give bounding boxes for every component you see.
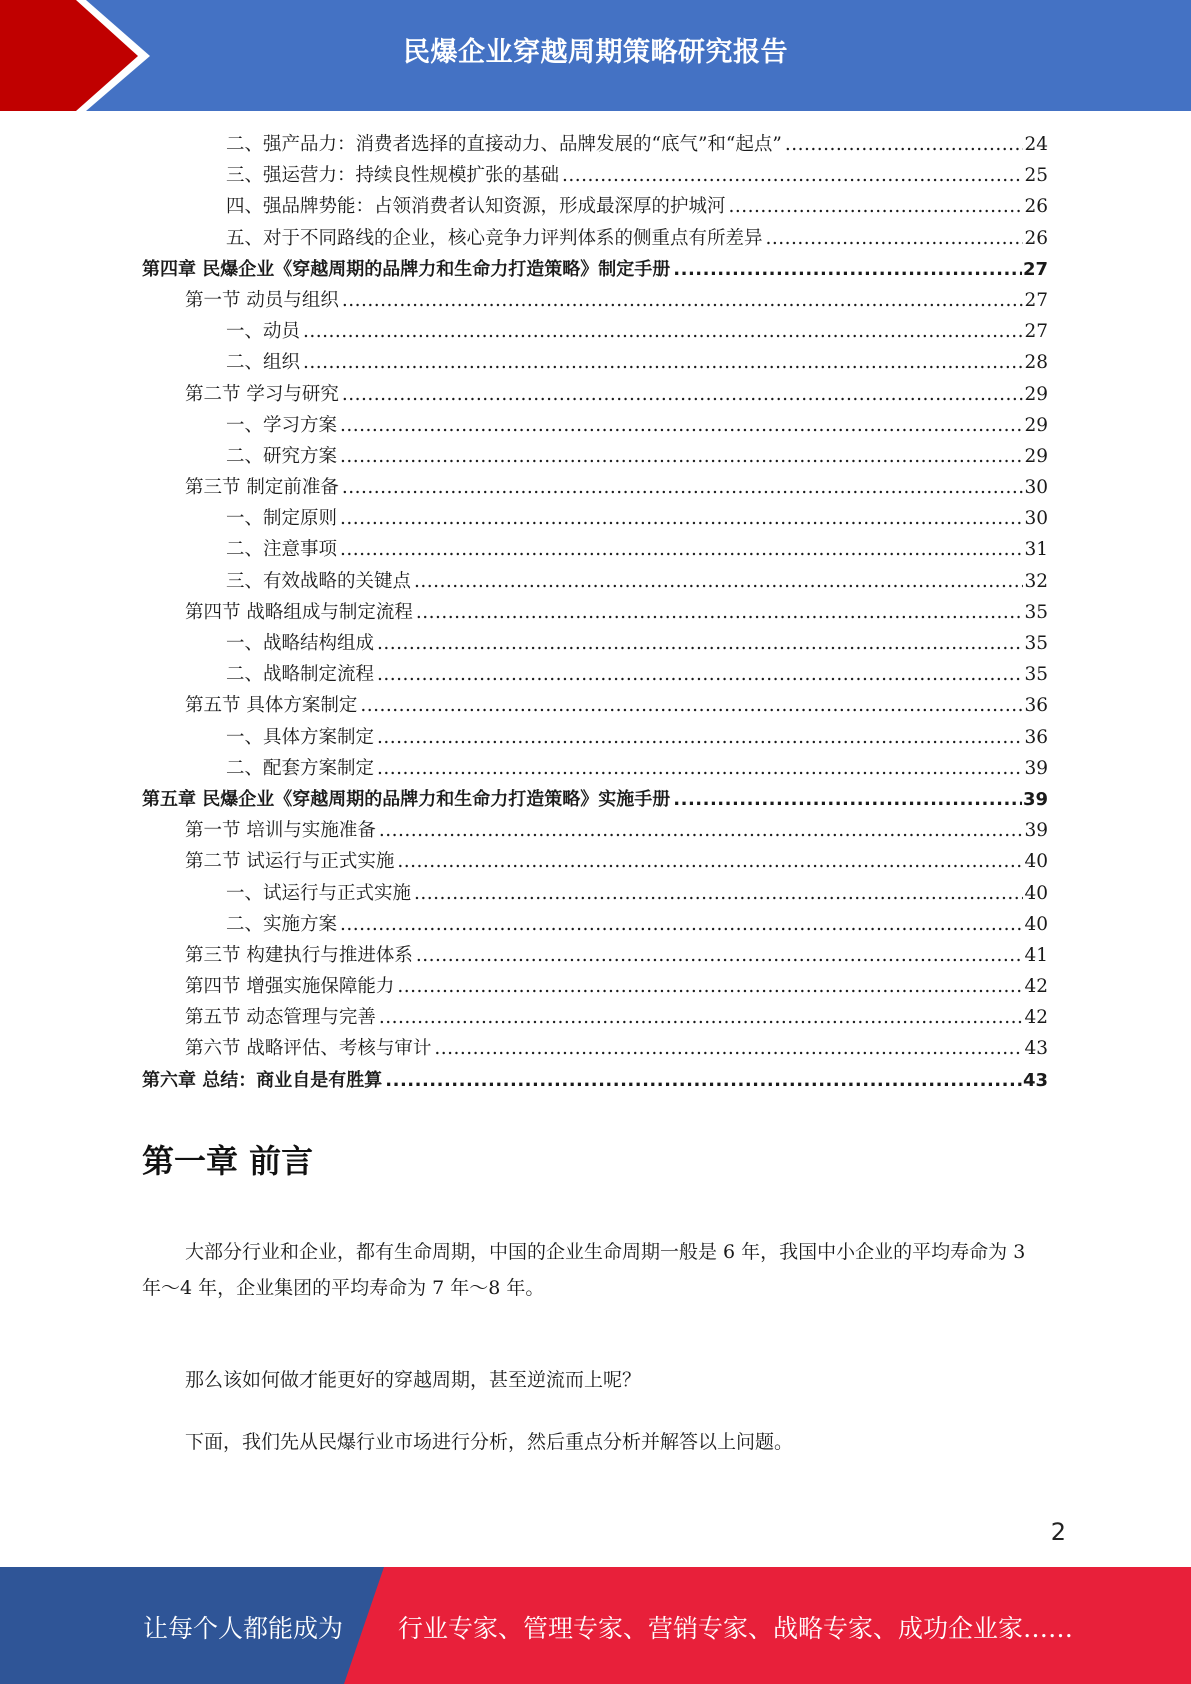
toc-entry-title: 一、试运行与正式实施	[226, 882, 412, 904]
toc-entry-title: 第五节 具体方案制定	[185, 695, 358, 717]
toc-entry[interactable]	[142, 1033, 1048, 1064]
toc-entry[interactable]	[142, 441, 1048, 472]
toc-entry-title: 第四节 战略组成与制定流程	[185, 601, 413, 623]
body-paragraph	[142, 1424, 1048, 1460]
toc-entry-title: 一、具体方案制定	[226, 726, 375, 748]
toc-dot-leader	[414, 566, 1023, 597]
paragraph-text: 那么该如何做才能更好的穿越周期，甚至逆流而上呢？	[185, 1369, 642, 1391]
toc-dot-leader	[340, 503, 1023, 534]
toc-dot-leader	[434, 1033, 1023, 1064]
toc-entry-title: 三、强运营力：持续良性规模扩张的基础	[226, 165, 560, 187]
footer-slogan-right: 行业专家、管理专家、营销专家、战略专家、成功企业家……	[398, 1614, 1074, 1643]
toc-dot-leader	[303, 316, 1023, 347]
toc-dot-leader	[397, 846, 1023, 877]
toc-page-number: 35	[1024, 633, 1048, 654]
toc-page-number: 39	[1022, 788, 1048, 810]
toc-entry[interactable]	[142, 160, 1048, 191]
toc-dot-leader	[729, 191, 1024, 222]
toc-entry[interactable]	[142, 846, 1048, 877]
toc-page-number: 29	[1024, 445, 1048, 467]
toc-dot-leader	[303, 347, 1023, 378]
toc-entry-title: 第二节 学习与研究	[185, 383, 339, 405]
toc-dot-leader	[766, 223, 1024, 254]
report-title: 民爆企业穿越周期策略研究报告	[403, 37, 788, 68]
toc-entry[interactable]	[142, 285, 1048, 316]
paragraph-text: 大部分行业和企业，都有生命周期，中国的企业生命周期一般是 6 年，我国中小企业的平均寿命为 3 年～4 年，企业集团的平均寿命为 7 年～8 年。	[142, 1241, 1026, 1299]
toc-page-number: 36	[1024, 695, 1048, 717]
toc-page-number: 30	[1024, 477, 1048, 499]
toc-page-number: 28	[1024, 352, 1048, 374]
toc-entry[interactable]	[142, 784, 1048, 815]
toc-page-number: 40	[1024, 851, 1048, 873]
toc-entry[interactable]	[142, 566, 1048, 597]
paragraph-text: 下面，我们先从民爆行业市场进行分析，然后重点分析并解答以上问题。	[185, 1431, 794, 1453]
toc-entry-title: 二、强产品力：消费者选择的直接动力、品牌发展的“底气”和“起点”	[226, 134, 782, 155]
toc-page-number: 41	[1024, 944, 1048, 966]
toc-entry-title: 第四节 增强实施保障能力	[185, 976, 395, 998]
toc-entry-title: 一、战略结构组成	[226, 633, 375, 654]
toc-entry-title: 第一节 培训与实施准备	[185, 820, 376, 842]
toc-entry-title: 第六节 战略评估、考核与审计	[185, 1038, 432, 1060]
page-header	[0, 0, 1191, 111]
toc-page-number: 36	[1024, 726, 1048, 748]
chapter-heading: 第一章 前言	[142, 1142, 314, 1180]
toc-entry[interactable]	[142, 223, 1048, 254]
toc-page-number: 30	[1024, 508, 1048, 530]
toc-dot-leader	[785, 129, 1024, 160]
toc-entry[interactable]	[142, 1002, 1048, 1033]
toc-entry-title: 第三节 制定前准备	[185, 477, 339, 499]
toc-entry-title: 第四章 民爆企业《穿越周期的品牌力和生命力打造策略》制定手册	[142, 258, 671, 280]
toc-dot-leader	[340, 909, 1023, 940]
toc-entry[interactable]	[142, 909, 1048, 940]
toc-page-number: 40	[1024, 882, 1048, 904]
toc-dot-leader	[414, 878, 1023, 909]
toc-dot-leader	[416, 597, 1024, 628]
footer-slogan-left: 让每个人都能成为	[143, 1614, 344, 1643]
table-of-contents	[142, 129, 1048, 1096]
toc-entry-title: 一、动员	[226, 321, 301, 343]
toc-page-number: 29	[1024, 414, 1048, 436]
toc-entry-title: 一、学习方案	[226, 414, 338, 436]
toc-dot-leader	[377, 628, 1023, 659]
toc-page-number: 39	[1024, 820, 1048, 842]
toc-entry-title: 二、实施方案	[226, 913, 338, 935]
toc-entry[interactable]	[142, 971, 1048, 1002]
toc-dot-leader	[342, 472, 1024, 503]
toc-page-number: 27	[1024, 289, 1048, 311]
toc-entry[interactable]	[142, 410, 1048, 441]
toc-dot-leader	[397, 971, 1023, 1002]
toc-page-number: 43	[1022, 1069, 1048, 1091]
toc-page-number: 29	[1024, 383, 1048, 405]
toc-page-number: 35	[1024, 601, 1048, 623]
toc-entry[interactable]	[142, 659, 1048, 690]
toc-dot-leader	[377, 722, 1023, 753]
toc-dot-leader	[340, 410, 1023, 441]
toc-entry[interactable]	[142, 472, 1048, 503]
toc-entry[interactable]	[142, 347, 1048, 378]
toc-entry-title: 第三节 构建执行与推进体系	[185, 944, 413, 966]
toc-entry-title: 二、组织	[226, 352, 301, 374]
toc-dot-leader	[379, 1002, 1024, 1033]
toc-page-number: 40	[1024, 913, 1048, 935]
toc-entry[interactable]	[142, 316, 1048, 347]
page-footer	[0, 1567, 1191, 1684]
toc-page-number: 35	[1024, 664, 1048, 686]
toc-page-number: 26	[1024, 227, 1048, 249]
toc-entry[interactable]	[142, 191, 1048, 222]
toc-entry[interactable]	[142, 379, 1048, 410]
toc-dot-leader	[379, 815, 1024, 846]
toc-entry[interactable]	[142, 815, 1048, 846]
toc-page-number: 39	[1024, 757, 1048, 779]
toc-entry[interactable]	[142, 597, 1048, 628]
toc-dot-leader	[342, 285, 1024, 316]
toc-page-number: 43	[1024, 1038, 1048, 1060]
toc-entry[interactable]	[142, 503, 1048, 534]
toc-dot-leader	[562, 160, 1023, 191]
toc-entry-title: 四、强品牌势能：占领消费者认知资源，形成最深厚的护城河	[226, 196, 726, 218]
toc-entry-title: 一、制定原则	[226, 508, 338, 530]
toc-entry-title: 第五章 民爆企业《穿越周期的品牌力和生命力打造策略》实施手册	[142, 788, 671, 810]
toc-entry-title: 第一节 动员与组织	[185, 289, 339, 311]
toc-entry[interactable]	[142, 940, 1048, 971]
toc-entry[interactable]	[142, 534, 1048, 565]
page-number: 2	[1050, 1518, 1066, 1546]
toc-dot-leader	[673, 784, 1022, 815]
toc-page-number: 42	[1024, 976, 1048, 998]
toc-dot-leader	[360, 690, 1023, 721]
toc-entry-title: 三、有效战略的关键点	[226, 570, 412, 592]
toc-page-number: 27	[1024, 321, 1048, 343]
toc-dot-leader	[416, 940, 1024, 971]
toc-dot-leader	[377, 753, 1023, 784]
toc-entry-title: 二、研究方案	[226, 445, 338, 467]
toc-page-number: 26	[1024, 196, 1048, 218]
toc-entry[interactable]	[142, 753, 1048, 784]
toc-dot-leader	[377, 659, 1023, 690]
body-paragraph	[142, 1362, 1048, 1398]
toc-page-number: 24	[1024, 134, 1048, 155]
toc-entry-title: 第五节 动态管理与完善	[185, 1007, 376, 1029]
toc-entry-title: 二、配套方案制定	[226, 757, 375, 779]
toc-dot-leader	[385, 1065, 1022, 1096]
toc-dot-leader	[340, 534, 1023, 565]
toc-entry[interactable]	[142, 254, 1048, 285]
toc-dot-leader	[673, 254, 1022, 285]
toc-dot-leader	[340, 441, 1023, 472]
toc-entry-title: 第二节 试运行与正式实施	[185, 851, 395, 873]
toc-dot-leader	[342, 379, 1024, 410]
toc-entry[interactable]	[142, 129, 1048, 160]
toc-entry-title: 二、战略制定流程	[226, 664, 375, 686]
toc-page-number: 25	[1024, 165, 1048, 187]
toc-entry[interactable]	[142, 1065, 1048, 1096]
toc-entry-title: 五、对于不同路线的企业，核心竞争力评判体系的侧重点有所差异	[226, 227, 763, 249]
toc-entry-title: 第六章 总结：商业自是有胜算	[142, 1069, 383, 1091]
toc-entry[interactable]	[142, 690, 1048, 721]
toc-entry-title: 二、注意事项	[226, 539, 338, 561]
toc-entry[interactable]	[142, 722, 1048, 753]
toc-page-number: 32	[1024, 570, 1048, 592]
toc-entry[interactable]	[142, 878, 1048, 909]
body-paragraph	[142, 1234, 1048, 1306]
toc-entry[interactable]	[142, 628, 1048, 659]
toc-page-number: 31	[1024, 539, 1048, 561]
toc-page-number: 42	[1024, 1007, 1048, 1029]
toc-page-number: 27	[1022, 258, 1048, 280]
